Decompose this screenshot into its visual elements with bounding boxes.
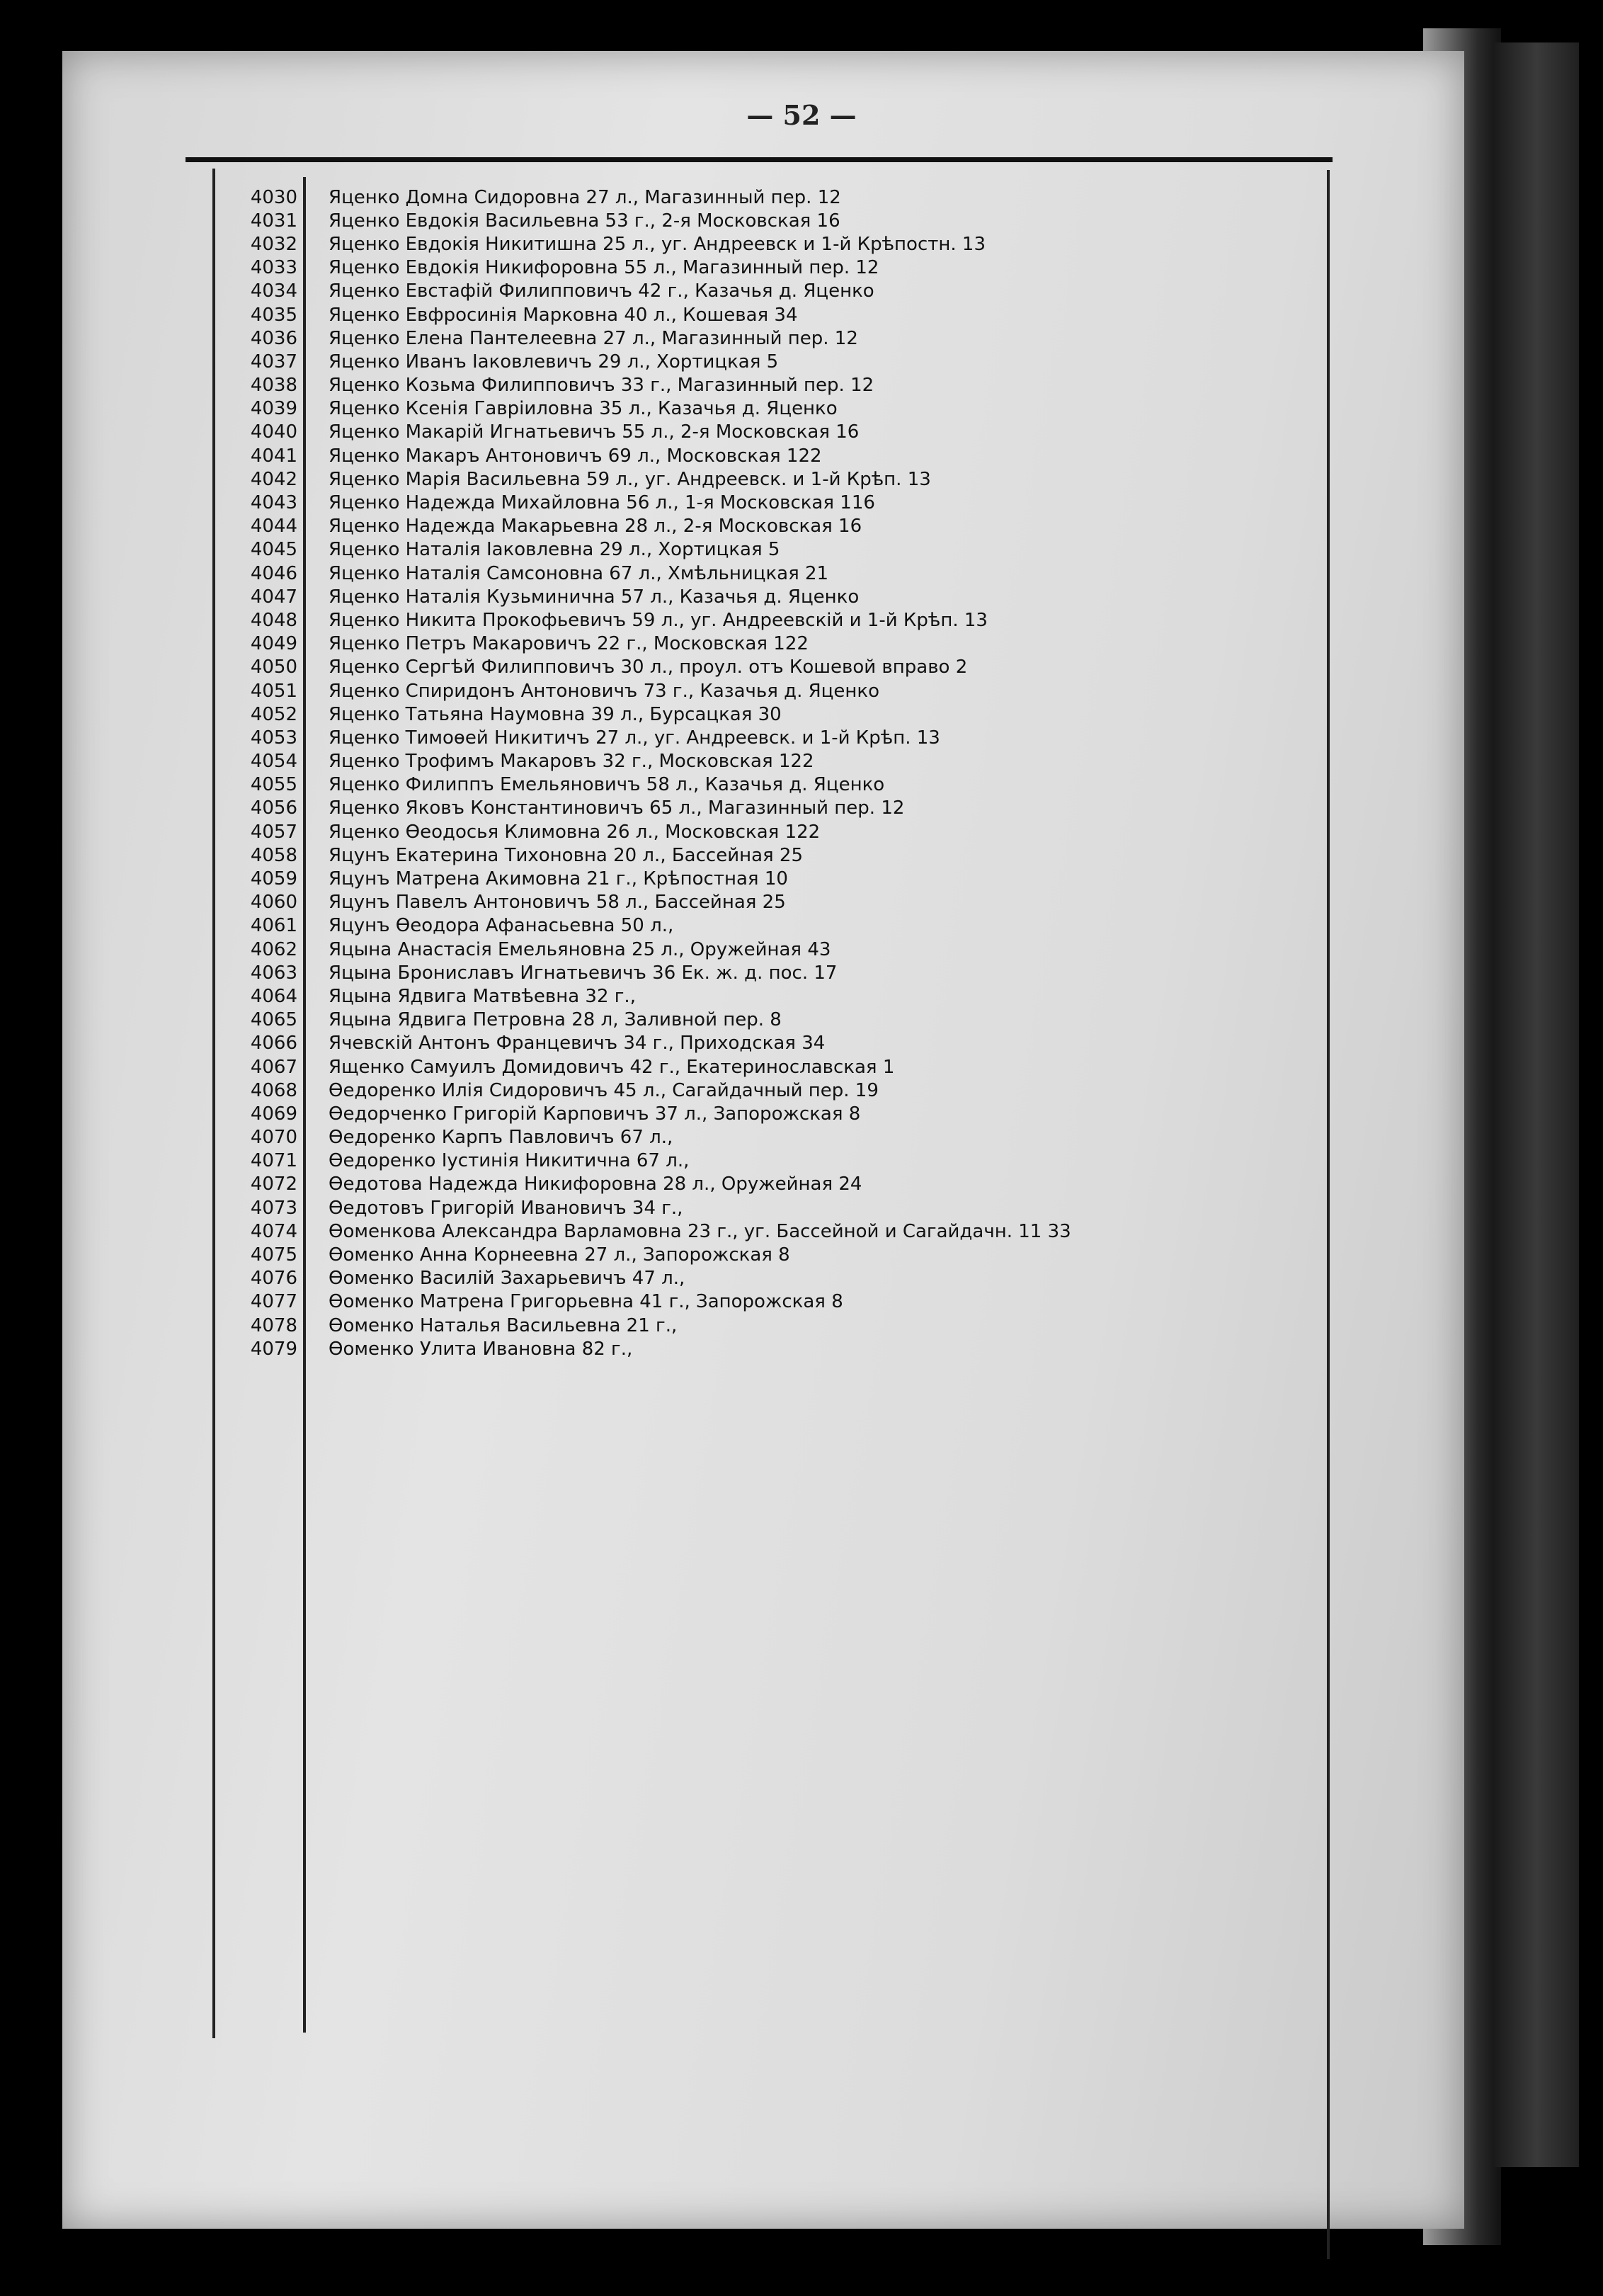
entry-number: 4076	[250, 1268, 297, 1290]
list-item	[212, 820, 1317, 843]
entry-number: 4032	[250, 233, 297, 255]
list-item	[212, 1314, 1317, 1337]
entry-text: Яценко Евстафій Филипповичъ 42 г., Казачья д. Яценко	[329, 280, 874, 302]
list-item	[212, 679, 1317, 703]
entry-number: 4078	[250, 1314, 297, 1336]
entry-number: 4072	[250, 1173, 297, 1195]
list-item	[212, 1079, 1317, 1102]
entry-number: 4065	[250, 1009, 297, 1031]
entry-text: Яценко Евфросинія Марковна 40 л., Кошевая 34	[329, 304, 798, 326]
entry-number: 4056	[250, 797, 297, 819]
entry-number: 4073	[250, 1197, 297, 1219]
entry-number: 4062	[250, 938, 297, 960]
entry-text: Яценко Евдокія Никитишна 25 л., уг. Андреевск и 1-й Крѣпостн. 13	[329, 233, 986, 255]
entry-text: Яценко Тимоѳей Никитичъ 27 л., уг. Андреевск. и 1-й Крѣп. 13	[329, 727, 940, 749]
entry-text: Ѳедорченко Григорій Карповичъ 37 л., Запорожская 8	[329, 1103, 861, 1125]
list-item	[212, 562, 1317, 585]
entry-number: 4079	[250, 1338, 297, 1360]
list-item	[212, 726, 1317, 749]
list-item	[212, 891, 1317, 914]
entry-number: 4066	[250, 1033, 297, 1055]
list-item	[212, 326, 1317, 350]
entry-text: Ѳедотовъ Григорій Ивановичъ 34 г.,	[329, 1197, 683, 1219]
list-item	[212, 914, 1317, 938]
entry-text: Яценко Иванъ Іаковлевичъ 29 л., Хортицкая 5	[329, 351, 779, 373]
list-item	[212, 1220, 1317, 1243]
entry-text: Яценко Елена Пантелеевна 27 л., Магазинный пер. 12	[329, 327, 858, 349]
list-item	[212, 350, 1317, 373]
entry-number: 4035	[250, 304, 297, 326]
list-item	[212, 491, 1317, 514]
list-item	[212, 656, 1317, 679]
list-item	[212, 1290, 1317, 1314]
list-item	[212, 186, 1317, 209]
entry-text: Яценко Марія Васильевна 59 л., уг. Андреевск. и 1-й Крѣп. 13	[329, 468, 931, 490]
entry-text: Яцына Брониславъ Игнатьевичъ 36 Ек. ж. д. пос. 17	[329, 962, 838, 984]
entry-text: Ѳоменко Василій Захарьевичъ 47 л.,	[329, 1268, 685, 1290]
list-item	[212, 303, 1317, 326]
entry-text: Ѳедоренко Илія Сидоровичъ 45 л., Сагайдачный пер. 19	[329, 1079, 879, 1101]
column-rule-right	[1327, 170, 1330, 2259]
entry-text: Яценко Надежда Макарьевна 28 л., 2-я Московская 16	[329, 516, 862, 538]
entry-number: 4070	[250, 1127, 297, 1149]
entry-number: 4041	[250, 445, 297, 467]
entry-text: Яценко Домна Сидоровна 27 л., Магазинный пер. 12	[329, 186, 841, 208]
entry-text: Яцына Анастасія Емельяновна 25 л., Оружейная 43	[329, 938, 831, 960]
entry-text: Яценко Ксенія Гавріиловна 35 л., Казачья д. Яценко	[329, 398, 838, 420]
entry-text: Ѳоменко Наталья Васильевна 21 г.,	[329, 1314, 678, 1336]
entry-number: 4059	[250, 868, 297, 890]
entry-text: Яценко Филиппъ Емельяновичъ 58 л., Казачья д. Яценко	[329, 774, 885, 796]
entry-number: 4064	[250, 985, 297, 1007]
entry-number: 4047	[250, 586, 297, 608]
entry-text: Яценко Сергѣй Филипповичъ 30 л., проул. отъ Кошевой вправо 2	[329, 657, 968, 678]
list-item	[212, 1173, 1317, 1196]
entry-text: Яценко Макаръ Антоновичъ 69 л., Московская 122	[329, 445, 822, 467]
entry-number: 4046	[250, 562, 297, 584]
entry-number: 4050	[250, 657, 297, 678]
entry-text: Ѳедоренко Карпъ Павловичъ 67 л.,	[329, 1127, 673, 1149]
list-item	[212, 938, 1317, 961]
entry-text: Яценко Яковъ Константиновичъ 65 л., Магазинный пер. 12	[329, 797, 905, 819]
entry-number: 4057	[250, 821, 297, 843]
list-item	[212, 1032, 1317, 1055]
entry-text: Яцунъ Матрена Акимовна 21 г., Крѣпостная 10	[329, 868, 788, 890]
list-item	[212, 797, 1317, 820]
entry-number: 4067	[250, 1056, 297, 1078]
list-item	[212, 1149, 1317, 1173]
list-item	[212, 444, 1317, 467]
entry-number: 4075	[250, 1244, 297, 1266]
list-item	[212, 961, 1317, 984]
entry-text: Яцына Ядвига Матвѣевна 32 г.,	[329, 985, 636, 1007]
entry-text: Яцунъ Павелъ Антоновичъ 58 л., Бассейная 25	[329, 892, 786, 914]
list-item	[212, 467, 1317, 491]
entry-text: Ячевскій Антонъ Францевичъ 34 г., Приходская 34	[329, 1033, 826, 1055]
entry-text: Яценко Надежда Михайловна 56 л., 1-я Московская 116	[329, 492, 875, 514]
entry-number: 4038	[250, 375, 297, 397]
entry-text: Ѳоменко Матрена Григорьевна 41 г., Запорожская 8	[329, 1291, 843, 1313]
list-item	[212, 538, 1317, 562]
list-item	[212, 515, 1317, 538]
entry-number: 4045	[250, 539, 297, 561]
entry-number: 4053	[250, 727, 297, 749]
entry-number: 4061	[250, 915, 297, 937]
entry-number: 4042	[250, 468, 297, 490]
entry-text: Яценко Наталія Кузьминична 57 л., Казачья д. Яценко	[329, 586, 860, 608]
entry-text: Ѳедотова Надежда Никифоровна 28 л., Оружейная 24	[329, 1173, 862, 1195]
entry-text: Яценко Петръ Макаровичъ 22 г., Московская 122	[329, 633, 809, 655]
entry-text: Яценко Трофимъ Макаровъ 32 г., Московская 122	[329, 751, 814, 773]
entry-number: 4060	[250, 892, 297, 914]
entry-number: 4040	[250, 421, 297, 443]
entry-number: 4068	[250, 1079, 297, 1101]
page-edge-back	[1494, 42, 1579, 2167]
entry-text: Ѳоменко Анна Корнеевна 27 л., Запорожская 8	[329, 1244, 790, 1266]
entry-number: 4069	[250, 1103, 297, 1125]
entry-text: Яценко Татьяна Наумовна 39 л., Бурсацкая 30	[329, 703, 782, 725]
entry-number: 4074	[250, 1220, 297, 1242]
list-item	[212, 984, 1317, 1008]
entry-number: 4048	[250, 609, 297, 631]
list-item	[212, 608, 1317, 632]
entry-text: Яценко Наталія Самсоновна 67 л., Хмѣльницкая 21	[329, 562, 829, 584]
entry-number: 4044	[250, 516, 297, 538]
page-number: — 52 —	[746, 99, 857, 131]
list-item	[212, 209, 1317, 232]
entry-number: 4037	[250, 351, 297, 373]
entry-text: Яценко Ѳеодосья Климовна 26 л., Московская 122	[329, 821, 821, 843]
entry-number: 4054	[250, 751, 297, 773]
list-item	[212, 232, 1317, 256]
entry-text: Яценко Никита Прокофьевичъ 59 л., уг. Андреевскій и 1-й Крѣп. 13	[329, 609, 988, 631]
entry-list	[212, 186, 1317, 1360]
entry-number: 4049	[250, 633, 297, 655]
entry-text: Ѳоменкова Александра Варламовна 23 г., уг. Бассейной и Сагайдачн. 11 33	[329, 1220, 1071, 1242]
entry-number: 4077	[250, 1291, 297, 1313]
entry-text: Яценко Евдокія Никифоровна 55 л., Магазинный пер. 12	[329, 257, 879, 279]
entry-number: 4052	[250, 703, 297, 725]
list-item	[212, 256, 1317, 280]
entry-text: Яценко Евдокія Васильевна 53 г., 2-я Московская 16	[329, 210, 840, 232]
list-item	[212, 1055, 1317, 1079]
entry-number: 4063	[250, 962, 297, 984]
entry-number: 4051	[250, 680, 297, 702]
entry-number: 4036	[250, 327, 297, 349]
list-item	[212, 374, 1317, 397]
entry-number: 4071	[250, 1150, 297, 1172]
entry-number: 4033	[250, 257, 297, 279]
list-item	[212, 1008, 1317, 1032]
list-item	[212, 1337, 1317, 1360]
entry-number: 4039	[250, 398, 297, 420]
entry-number: 4034	[250, 280, 297, 302]
entry-number: 4043	[250, 492, 297, 514]
entry-number: 4031	[250, 210, 297, 232]
list-item	[212, 397, 1317, 421]
entry-text: Ященко Самуилъ Домидовичъ 42 г., Екатеринославская 1	[329, 1056, 895, 1078]
list-item	[212, 1126, 1317, 1149]
list-item	[212, 1243, 1317, 1266]
entry-text: Яценко Спиридонъ Антоновичъ 73 г., Казачья д. Яценко	[329, 680, 879, 702]
list-item	[212, 585, 1317, 608]
list-item	[212, 843, 1317, 867]
list-item	[212, 1102, 1317, 1125]
entry-text: Яценко Козьма Филипповичъ 33 г., Магазинный пер. 12	[329, 375, 874, 397]
entry-number: 4055	[250, 774, 297, 796]
list-item	[212, 773, 1317, 797]
list-item	[212, 867, 1317, 890]
entry-text: Яцына Ядвига Петровна 28 л, Заливной пер. 8	[329, 1009, 782, 1031]
header-rule	[186, 157, 1333, 162]
entry-text: Ѳоменко Улита Ивановна 82 г.,	[329, 1338, 633, 1360]
entry-text: Яцунъ Ѳеодора Афанасьевна 50 л.,	[329, 915, 674, 937]
entry-number: 4030	[250, 186, 297, 208]
entry-text: Яценко Макарій Игнатьевичъ 55 л., 2-я Московская 16	[329, 421, 860, 443]
list-item	[212, 1196, 1317, 1220]
list-item	[212, 1267, 1317, 1290]
list-item	[212, 750, 1317, 773]
entry-text: Ѳедоренко Іустинія Никитична 67 л.,	[329, 1150, 690, 1172]
list-item	[212, 703, 1317, 726]
list-item	[212, 280, 1317, 303]
entry-text: Яцунъ Екатерина Тихоновна 20 л., Бассейная 25	[329, 844, 804, 866]
list-item	[212, 632, 1317, 656]
entry-text: Яценко Наталія Іаковлевна 29 л., Хортицкая 5	[329, 539, 780, 561]
list-item	[212, 421, 1317, 444]
entry-number: 4058	[250, 844, 297, 866]
